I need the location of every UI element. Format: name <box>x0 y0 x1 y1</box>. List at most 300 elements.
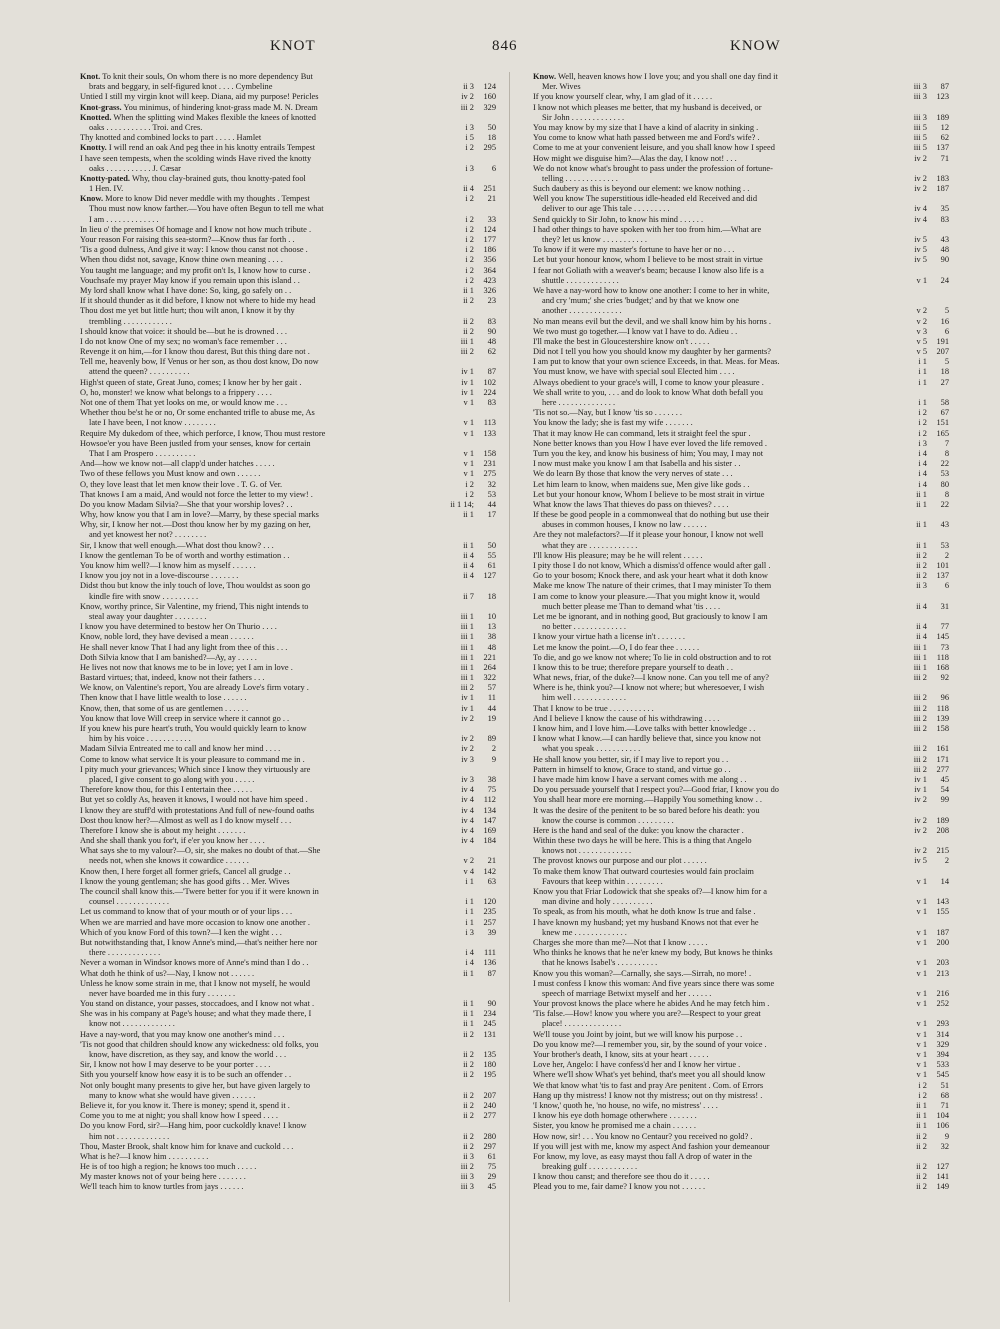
quotation: We do learn By those that know the very nerves of state . . . <box>533 469 733 479</box>
concordance-line <box>80 1182 496 1192</box>
concordance-line <box>533 1131 949 1142</box>
quotation-text <box>533 103 869 113</box>
line-number: 89 <box>487 734 496 744</box>
line-number: 106 <box>936 1121 949 1131</box>
act-scene-ref: ii 2 <box>463 1029 474 1039</box>
act-scene-ref: iv 4 <box>461 785 474 795</box>
quotation-text <box>89 215 416 225</box>
act-scene-ref: v 1 <box>916 1039 927 1049</box>
concordance-line <box>80 673 496 683</box>
quotation-text <box>80 755 416 765</box>
act-scene-ref: ii 4 <box>463 184 474 194</box>
quotation-text <box>80 1070 416 1080</box>
concordance-line <box>80 214 496 225</box>
quotation-text <box>542 520 869 530</box>
act-scene-ref: ii 2 <box>463 1070 474 1080</box>
concordance-line <box>533 225 941 235</box>
quotation-text <box>89 1132 416 1142</box>
quotation-text <box>80 276 416 286</box>
quotation: You come to know what hath passed between me and Ford's wife? . <box>533 133 760 143</box>
concordance-line <box>533 489 949 500</box>
line-number: 158 <box>936 724 949 733</box>
line-number: 92 <box>940 673 949 683</box>
concordance-line <box>533 438 949 449</box>
concordance-line <box>80 72 488 82</box>
concordance-line <box>80 316 496 327</box>
quotation-text <box>533 357 869 367</box>
quotation-text <box>533 979 869 989</box>
quotation-text <box>89 204 416 214</box>
act-scene-ref: i 4 <box>918 448 927 458</box>
quotation-text <box>80 510 416 520</box>
act-scene-ref: iv 5 <box>914 245 927 255</box>
act-scene-ref: v 1 <box>916 1029 927 1039</box>
line-number: 12 <box>940 122 949 132</box>
quotation: Here is the hand and seal of the duke: you know the character . <box>533 825 744 835</box>
quotation: Which of you know Ford of this town?—I ken the wight . . . <box>80 927 282 937</box>
line-number: 62 <box>487 347 496 357</box>
concordance-line <box>80 133 496 143</box>
concordance-line <box>533 561 949 571</box>
quotation-text <box>533 1070 869 1080</box>
quotation-text <box>533 1172 869 1182</box>
quotation: and yet knowest her not? . . . . . . . . <box>89 530 207 540</box>
act-scene-ref: ii 1 <box>463 999 474 1009</box>
act-scene-ref: iv 4 <box>461 795 474 805</box>
quotation: Where is he, think you?—I know not where; but wheresoever, I wish <box>533 683 765 693</box>
act-scene-ref: iv 1 <box>461 367 474 377</box>
concordance-line <box>533 622 949 632</box>
quotation-text <box>80 1009 416 1019</box>
quotation: 'Tis not good that children should know any wickedness: old folks, you <box>80 1039 319 1049</box>
quotation-text <box>533 1081 869 1091</box>
act-scene-ref: ii 2 <box>916 1182 927 1192</box>
quotation: To die, and go we know not where; To lie in cold obstruction and to rot <box>533 652 772 662</box>
quotation-text <box>542 174 869 184</box>
concordance-line <box>533 357 949 367</box>
quotation-text <box>533 1121 869 1131</box>
line-number: 14 <box>940 876 949 886</box>
quotation-text <box>89 164 416 174</box>
quotation-text <box>533 266 869 276</box>
quotation: knew me . . . . . . . . . . . . . <box>542 927 627 937</box>
quotation-text <box>533 856 869 866</box>
concordance-line <box>533 774 949 785</box>
line-number: 145 <box>936 632 949 642</box>
quotation-text <box>533 418 869 428</box>
act-scene-ref: i 1 <box>918 398 927 407</box>
concordance-line <box>80 1111 496 1121</box>
line-number: 21 <box>487 194 496 204</box>
quotation: And I believe I know the cause of his withdrawing . . . . <box>533 713 720 723</box>
act-scene-ref: iii 1 <box>460 662 474 672</box>
line-number: 280 <box>483 1131 496 1141</box>
quotation-text <box>533 724 869 734</box>
line-number: 18 <box>487 591 496 601</box>
quotation-text <box>80 520 416 530</box>
quotation: I fear not Goliath with a weaver's beam; because I know also life is a <box>533 265 764 275</box>
quotation-text <box>80 1101 416 1111</box>
quotation: I know his eye doth homage otherwhere . . . . . . . <box>533 1111 697 1121</box>
quotation: We have a nay-word how to know one another: I come to her in white, <box>533 285 770 295</box>
quotation-text <box>542 816 869 826</box>
concordance-line <box>533 887 941 897</box>
concordance-line <box>533 173 949 184</box>
quotation-text <box>533 551 869 561</box>
quotation: Know, worthy prince, Sir Valentine, my friend, This night intends to <box>80 601 309 611</box>
line-number: 19 <box>487 713 496 723</box>
quotation: Come to me at your convenient leisure, and you shall know how I speed <box>533 143 775 153</box>
quotation: knows not . . . . . . . . . . . . . <box>542 846 632 856</box>
act-scene-ref: i 1 <box>465 907 474 917</box>
quotation: Well you know The superstitious idle-headed eld Received and did <box>533 194 758 204</box>
concordance-line <box>533 530 941 540</box>
line-number: 180 <box>483 1060 496 1070</box>
quotation-text <box>533 215 869 225</box>
act-scene-ref: v 5 <box>916 347 927 357</box>
quotation: Are they not malefactors?—If it please your honour, I know not well <box>533 530 764 540</box>
quotation: Do you know Ford, sir?—Hang him, poor cuckoldly knave! I know <box>80 1121 307 1131</box>
act-scene-ref: i 3 <box>918 438 927 448</box>
line-number: 245 <box>483 1019 496 1029</box>
act-scene-ref: ii 2 <box>463 1141 474 1151</box>
concordance-line <box>533 632 949 642</box>
concordance-line <box>80 296 496 306</box>
quotation-text <box>533 286 869 296</box>
concordance-line <box>533 581 949 591</box>
act-scene-ref: i 4 <box>465 948 474 958</box>
line-number: 135 <box>483 1050 496 1059</box>
quotation-text <box>533 480 869 490</box>
quotation: None better knows than you How I have ever loved the life removed . <box>533 438 767 448</box>
line-number: 5 <box>944 357 949 367</box>
quotation: Bastard virtues; that, indeed, know not their fathers . . . <box>80 673 265 683</box>
quotation-text <box>533 133 869 143</box>
concordance-line <box>80 683 496 693</box>
line-number: 364 <box>483 265 496 275</box>
line-number: 215 <box>936 846 949 856</box>
line-number: 545 <box>936 1070 949 1080</box>
quotation-text <box>80 1182 416 1192</box>
concordance-line <box>533 1060 949 1070</box>
concordance-line <box>80 927 496 938</box>
quotation-text <box>80 469 416 479</box>
quotation-text <box>80 245 416 255</box>
quotation-text <box>533 663 869 673</box>
quotation: I know what I know.—I can hardly believe that, since you know not <box>533 734 761 744</box>
quotation-text <box>533 1050 869 1060</box>
quotation-text <box>533 327 869 337</box>
line-number: 113 <box>483 418 496 428</box>
quotation: Whether thou be'st he or no, Or some enchanted trifle to abuse me, As <box>80 408 315 418</box>
quotation-text <box>80 113 416 123</box>
quotation: What know the laws That thieves do pass on thieves? . . . . <box>533 499 729 509</box>
concordance-line <box>80 154 488 164</box>
quotation: Therefore know thou, for this I entertain thee . . . . . <box>80 785 253 795</box>
act-scene-ref: i 4 <box>918 469 927 479</box>
act-scene-ref: i 2 <box>465 214 474 224</box>
concordance-line <box>533 846 949 856</box>
quotation: Madam Silvia Entreated me to call and know her mind . . . . <box>80 744 281 754</box>
act-scene-ref: v 2 <box>916 316 927 326</box>
line-number: 83 <box>940 214 949 224</box>
line-number: 61 <box>487 561 496 570</box>
act-scene-ref: iii 2 <box>913 673 927 683</box>
quotation-text <box>533 408 869 418</box>
quotation: Let but your honour know, Whom I believe to be most strait in virtue <box>533 489 765 499</box>
quotation: what they are . . . . . . . . . . . . <box>542 540 638 550</box>
act-scene-ref: v 1 <box>916 1060 927 1070</box>
concordance-line <box>533 286 941 296</box>
act-scene-ref: ii 1 <box>916 1100 927 1110</box>
quotation: When thou didst not, savage, Know thine own meaning . . . . <box>80 255 283 265</box>
headword: Know. <box>533 72 557 81</box>
concordance-line <box>533 1121 949 1131</box>
line-number: 31 <box>940 601 949 611</box>
quotation-text <box>533 1009 869 1019</box>
line-number: 187 <box>936 927 949 937</box>
quotation-text <box>80 1040 416 1050</box>
quotation-text <box>89 317 416 327</box>
quotation: You shall hear more ere morning.—Happily You something know . . <box>533 795 762 805</box>
concordance-line <box>80 622 496 632</box>
quotation: We do not know what's brought to pass under the profession of fortune- <box>533 163 773 173</box>
act-scene-ref: iv 1 <box>461 387 474 397</box>
quotation: Let me be ignorant, and in nothing good, But graciously to know I am <box>533 611 768 621</box>
quotation: More to know Did never meddle with my thoughts . Tempest <box>105 194 310 204</box>
act-scene-ref: iii 1 <box>913 652 927 662</box>
line-number: 8 <box>944 489 949 499</box>
act-scene-ref: iv 2 <box>461 92 474 102</box>
line-number: 187 <box>936 184 949 194</box>
concordance-line <box>80 571 496 581</box>
concordance-line <box>80 652 496 663</box>
line-number: 356 <box>483 255 496 265</box>
quotation-text <box>80 1142 416 1152</box>
concordance-line <box>80 774 496 785</box>
concordance-line <box>533 968 949 979</box>
line-number: 39 <box>487 927 496 937</box>
line-number: 207 <box>483 1090 496 1100</box>
line-number: 221 <box>483 652 496 662</box>
quotation-text <box>533 1182 869 1192</box>
quotation: Mer. Wives <box>542 82 581 92</box>
quotation: Favours that keep within . . . . . . . . . <box>542 876 663 886</box>
quotation-text <box>533 459 869 469</box>
quotation: We know, on Valentine's report, You are already Love's firm votary . <box>80 683 309 693</box>
line-number: 112 <box>483 795 496 805</box>
act-scene-ref: i 2 <box>465 489 474 499</box>
act-scene-ref: ii 1 <box>916 1111 927 1121</box>
quotation-text <box>80 133 416 143</box>
quotation: O, they love least that let men know their love . T. G. of Ver. <box>80 479 283 489</box>
concordance-line <box>80 979 488 989</box>
quotation: You minimus, of hindering knot-grass made M. N. Dream <box>123 102 318 112</box>
line-number: 189 <box>936 815 949 825</box>
quotation-text <box>80 1111 416 1121</box>
act-scene-ref: i 2 <box>465 224 474 234</box>
quotation-text <box>542 276 869 286</box>
line-number: 54 <box>940 785 949 795</box>
act-scene-ref: i 2 <box>918 1090 927 1100</box>
concordance-line <box>80 82 496 92</box>
quotation-text <box>533 643 869 653</box>
line-number: 55 <box>487 550 496 560</box>
line-number: 295 <box>483 143 496 153</box>
quotation-text <box>80 1121 416 1131</box>
quotation-text <box>533 775 869 785</box>
column-divider <box>509 72 510 1302</box>
concordance-line <box>80 693 496 703</box>
concordance-line <box>533 550 949 561</box>
quotation-text <box>533 255 869 265</box>
quotation-text <box>533 388 869 398</box>
concordance-line <box>80 489 496 500</box>
quotation: Thy knotted and combined locks to part . . . . . Hamlet <box>80 133 262 143</box>
line-number: 87 <box>940 82 949 92</box>
quotation-text <box>89 367 416 377</box>
quotation-text <box>542 541 869 551</box>
act-scene-ref: iii 1 <box>460 632 474 642</box>
act-scene-ref: ii 3 <box>463 82 474 92</box>
quotation-text <box>533 500 869 510</box>
concordance-line <box>533 306 949 316</box>
concordance-line <box>80 418 496 428</box>
quotation: they? let us know . . . . . . . . . . . <box>542 235 647 244</box>
concordance-line <box>80 387 496 398</box>
quotation: If you knew his pure heart's truth, You would quickly learn to know <box>80 724 307 733</box>
line-number: 203 <box>936 958 949 968</box>
act-scene-ref: iii 1 <box>913 642 927 652</box>
concordance-line <box>80 611 496 622</box>
line-number: 251 <box>483 184 496 194</box>
concordance-line <box>533 724 949 734</box>
quotation-text <box>533 164 869 174</box>
quotation-text <box>89 449 416 459</box>
quotation-text <box>542 82 869 92</box>
quotation: Your provost knows the place where he abides And he may fetch him . <box>533 999 770 1009</box>
line-number: 50 <box>487 540 496 550</box>
concordance-line <box>533 1141 949 1152</box>
headword: Knotty. <box>80 143 107 153</box>
concordance-line <box>80 907 496 917</box>
act-scene-ref: iv 4 <box>461 805 474 815</box>
act-scene-ref: iii 5 <box>913 143 927 153</box>
concordance-line <box>533 398 949 408</box>
line-number: 5 <box>944 306 949 316</box>
quotation-text <box>542 113 869 123</box>
quotation: many to know what she would have given . . . . . . <box>89 1090 256 1100</box>
quotation: You know the lady; she is fast my wife . . . . . . . <box>533 418 693 428</box>
act-scene-ref: iii 5 <box>913 133 927 143</box>
line-number: 141 <box>936 1172 949 1182</box>
concordance-line <box>533 856 949 866</box>
quotation-text <box>533 317 869 327</box>
concordance-line <box>80 785 496 795</box>
quotation: him by his voice . . . . . . . . . . . <box>89 734 191 744</box>
quotation: breaking gulf . . . . . . . . . . . . <box>542 1162 638 1172</box>
quotation-text <box>89 989 416 999</box>
quotation-text <box>89 775 416 785</box>
headword: Know. <box>80 194 104 204</box>
act-scene-ref: v 1 <box>463 448 474 458</box>
quotation: That knows I am a maid, And would not force the letter to my view! . <box>80 489 313 499</box>
concordance-line <box>80 1172 496 1182</box>
quotation: She was in his company at Page's house; and what they made there, I <box>80 1009 312 1019</box>
concordance-line <box>80 897 496 907</box>
concordance-line <box>533 1100 949 1111</box>
line-number: 137 <box>936 143 949 153</box>
quotation: He shall know you better, sir, if I may live to report you . . <box>533 754 729 764</box>
line-number: 17 <box>487 510 496 520</box>
concordance-line <box>533 592 941 602</box>
act-scene-ref: iv 4 <box>914 204 927 214</box>
quotation-text <box>533 143 869 153</box>
quotation-text <box>533 1091 869 1101</box>
quotation: and cry 'mum;' she cries 'budget;' and by that we know one <box>542 296 739 306</box>
concordance-line <box>80 469 496 479</box>
concordance-line <box>80 765 488 775</box>
quotation-text <box>80 327 416 337</box>
act-scene-ref: ii 1 <box>916 499 927 509</box>
quotation-text <box>533 429 869 439</box>
line-number: 326 <box>483 285 496 295</box>
quotation-text <box>89 530 416 540</box>
concordance-line <box>80 265 496 276</box>
quotation: To make them know That outward courtesies would fain proclaim <box>533 866 754 876</box>
quotation-text <box>80 378 416 388</box>
quotation-text <box>533 245 869 255</box>
quotation-text <box>80 154 416 164</box>
line-number: 322 <box>483 673 496 683</box>
line-number: 24 <box>940 275 949 285</box>
quotation-text <box>80 296 416 306</box>
concordance-line <box>80 143 496 153</box>
quotation-text <box>89 592 416 602</box>
act-scene-ref: iii 2 <box>460 102 474 112</box>
act-scene-ref: iii 3 <box>913 92 927 102</box>
quotation: Why, sir, I know her not.—Dost thou know her by my gazing on her, <box>80 520 311 530</box>
line-number: 423 <box>483 275 496 285</box>
quotation-text <box>542 306 869 316</box>
concordance-line <box>533 1162 949 1172</box>
act-scene-ref: i 1 <box>465 876 474 886</box>
quotation: I'll know His pleasure; may be he will relent . . . . . <box>533 550 703 560</box>
quotation-text <box>533 581 869 591</box>
quotation-text <box>80 1162 416 1172</box>
concordance-line <box>533 836 941 846</box>
line-number: 48 <box>940 245 949 255</box>
line-number: 7 <box>944 438 949 448</box>
quotation: Revenge it on him,—for I know thou darest, But this thing dare not . <box>80 347 310 357</box>
quotation-text <box>80 571 416 581</box>
quotation-text <box>542 846 869 856</box>
act-scene-ref: i 1 <box>918 377 927 387</box>
quotation: man divine and holy . . . . . . . . . . <box>542 897 653 907</box>
concordance-line <box>533 999 949 1009</box>
line-number: 118 <box>936 703 949 713</box>
line-number: 35 <box>940 204 949 214</box>
concordance-line <box>533 1009 941 1019</box>
quotation: brats and beggary, in self-figured knot . . . . Cymbeline <box>89 82 273 92</box>
line-number: 101 <box>936 561 949 570</box>
quotation: Within these two days he will be here. This is a thing that Angelo <box>533 836 752 846</box>
concordance-line <box>80 255 496 265</box>
line-number: 68 <box>940 1090 949 1100</box>
act-scene-ref: iv 3 <box>461 754 474 764</box>
concordance-line <box>533 937 949 948</box>
concordance-line <box>533 825 949 836</box>
